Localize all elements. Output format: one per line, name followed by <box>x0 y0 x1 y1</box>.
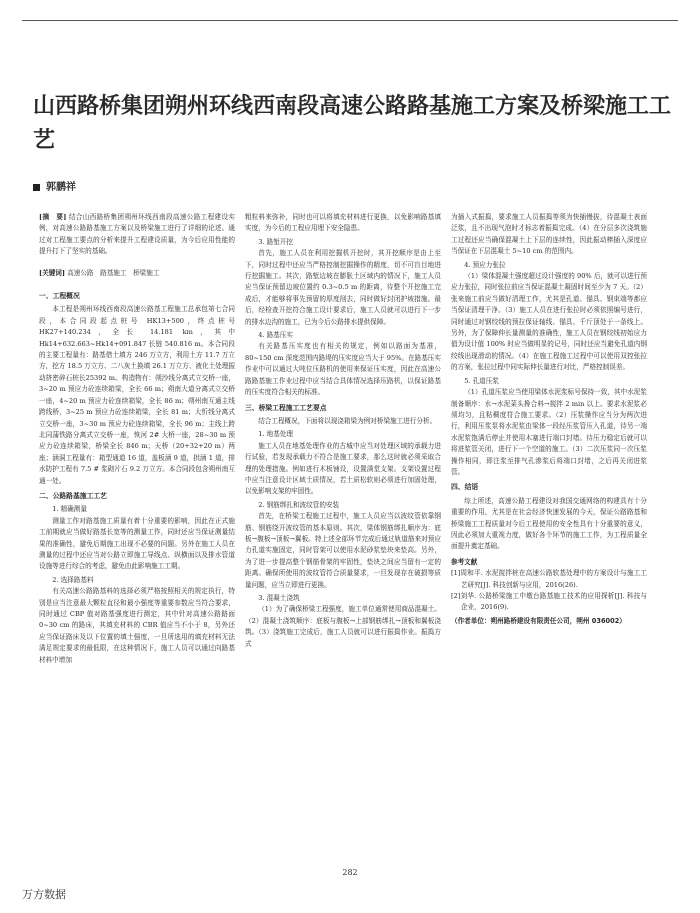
section-heading: 一、工程概况 <box>39 292 80 301</box>
paragraph: 测量工作对路基施工质量有着十分重要的影响，因此在正式施工前期就应当做好路基长宽等的测量工作，同时还应当保证测量结果的准确性，避免后期施工出现不必要的问题。另外在施工人员在测量的过程中还应当对公路立即施工导线点、纵横面以及排水管道设施等进行综合的考虑，避免由此影响施工工期。 <box>39 516 235 571</box>
author-name: 郭鹏祥 <box>46 182 76 193</box>
subsection-heading: 2. 钢筋绑扎和波纹管的安装 <box>258 500 340 509</box>
section-heading: 三、桥梁工程施工工艺要点 <box>245 403 327 412</box>
keywords-label: [关键词] <box>39 268 66 277</box>
subsection-heading: 3. 路堑开挖 <box>258 237 293 246</box>
keywords <box>39 268 235 279</box>
column-2-body <box>245 212 441 650</box>
reference-item: [1]周和平. 水泥搅拌桩在高速公路软基处理中的方案设计与施工工艺研究[J]. 科技创新与应用，2016(26). <box>451 569 647 589</box>
subsection-heading: 1. 地基处理 <box>258 430 293 439</box>
paragraph: 结合工程概况，下面将以现浇箱梁为例对桥梁施工进行分析。 <box>258 416 437 425</box>
references-heading: 参考文献 <box>451 557 478 566</box>
subsection-heading: 1. 精确测量 <box>52 505 87 514</box>
column-1 <box>39 212 235 666</box>
article-title: 山西路桥集团朔州环线西南段高速公路路基施工方案及桥梁施工工艺 <box>33 94 672 153</box>
paragraph: 首先，施工人员在利用挖掘机开挖时，其开挖顺序是由上至下，同时过程中还应当严格控制挖掘操作的精度，切不可盲目地进行挖掘施工。其次，路堑边坡在膨胀土区域内的情况下，施工人员应当保证预留边坡位置约 0.3~0.5 m 的距离，待整个开挖施工完成后，才能够将事先预留的厚度削去，同时做好封闭护坡措施。最后，经检查开挖符合施工设计要求后，施工人员就可以进行下一步的排水边沟的施工，已为今后公路排水提供保障。 <box>245 249 441 326</box>
subsection-heading: 3. 混凝土浇筑 <box>258 594 300 602</box>
paragraph: （1）孔道压浆应当使用梁体水泥浆标号保持一致，其中水泥浆制备顺序：水→水泥菜头搀合料→搅拌 2 min 以上。要求水泥浆必须均匀，且粘稠度符合施工要求。（2）压浆操作应当分为两次进行，利用压浆泵将水泥浆由梁体一段经压浆管压入孔道，待另一端水泥浆饱满后停止并使用木塞进行端口封堵。待压力稳定后就可以将进浆管关闭，进行下一个空道的施工。（3）二次压浆同一次压浆操作相同，即注浆至排气孔渗浆后将端口封堵，之后再关闭进浆管。 <box>451 388 647 476</box>
paragraph: 首先，在桥梁工程施工过程中，施工人员应当以波纹管依靠钢筋、钢筋绕开波纹管的基本原则。其次，梁体钢筋绑扎顺序为：底板→腹板→顶板→翼板。特上述全部环节完成后通过轨道筋来对预应力孔道实施固定，同时管架可以使用水泥砂浆垫块来垫高。另外，为了进一步提高整个钢筋骨架的牢固性，垫块之间应当留有一定的距离。确保所使用的波纹管符合质量要求，一旦发现存在破损等质量问题，应当立即进行更换。 <box>245 512 441 589</box>
square-bullet-icon <box>33 184 40 191</box>
paragraph: 施工人员在地基处理作业的古城中应当对处理区域的承载力进行试验，若发现承载力不符合是施工要求，那么这时就必须采取合理的处理措施。例如进行木板铺设，设置满堂支架。支架设置过程中应当注意设计区域土质情况，若土质松软则必须进行加固处理，以免影响支架的牢固性。 <box>245 441 441 496</box>
author-line <box>33 178 76 193</box>
header-rule <box>22 20 678 21</box>
paragraph: 有关路基压实度也有相关的规定，例如以路面为基准，80~150 cm 深度范围内路堤的压实度应当大于 95%。在路基压实作业中可以通过大吨位压路机的使用来保证压实度，因此在高速公路路基施工作业过程中应当结合具体情况选择压路机，以保证路基的压实度符合相关的标准。 <box>245 342 441 397</box>
abstract-text: 结合山西路桥集团朔州环线西南段高速公路工程建设实例，对高速公路路基施工方案以及桥梁施工进行了详细的论述。通过对工程施工要点的分析来提升工程建设质量，为今后应用性能的提升打下了坚实的基础。 <box>39 213 236 256</box>
subsection-heading: 2. 选择路基料 <box>52 575 94 584</box>
column-1-body <box>39 291 235 666</box>
subsection-heading: 4. 路基压实 <box>258 331 293 340</box>
paragraph: 本工程是朔州环线西南段高速公路基工程施工总承包第七合同段，本合同段起点桩号 HK13+500，终点桩号 HK27+140.234，全长 14.181 km，其中 Hk14+632.663~Hk14+091.847 长链 540.816 m。本合同段的主要工程量有：路基借土填方 246 万立方，利用土方 11.7 万立方，挖方 18.5 万立方、二八灰土换填 26.1 万立方、液化土处理振动挤密碎石桩长25392 m。构造物有：朔沙线分离式立交桥一座，3~20 m 预应力砼连续箱梁，全长 66 m；朔南大道分离式立交桥一座，4~20 m 预应力砼连续箱梁，全长 86 m；朔州南互通主线跨线桥，3~25 m 预应力砼连续箱梁，全长 81 m；大忻线分离式立交桥一座，3~30 m 预应力砼连续箱梁，全长 96 m；主线上跨北同蒲铁路分离式立交桥一座，恢河 2# 大桥一座，28~30 m 预应力砼连续箱梁，桥梁全长 846 m；天桥（20+32+20 m）两座；涵洞工程量有：箱型通道 16 道，盖板涵 9 道，拱涵 1 道，排水防护工程有 7.5 # 浆砌片石 9.2 万立方。本合同段包含朔州南互通一处。 <box>39 305 235 485</box>
paragraph: 有关高速公路路基料的选择必须严格按照相关的规定执行，特别是应当注意最大颗粒直径和最小强度等重要参数应当符合要求，同时通过 CBP 值对路基强度进行测定，其中针对高速公路路面 0~30 cm 的路床，其填充材料的 CBR 值应当不小于 8，另外还应当保证路床及以下位置的填土强度，一旦所选用的填充材料无法满足规定要求的最低限，在这种情况下，施工人员可以通过向路基材料中增加 <box>39 587 235 664</box>
paragraph-continued: 为插入式振捣，要求施工人员振捣等须为快插慢拔，待混凝土表面泛浆，且不出现气泡时才标志着振捣完成。（4）在分层多次浇筑施工过程还应当确保混凝土上下层的连续性，因此振动棒插入深度应当保证在下层混凝土 5~10 cm 的范围内。 <box>451 213 647 256</box>
column-2 <box>245 212 441 650</box>
abstract-label: [摘 要] <box>39 213 67 221</box>
author-affiliation: （作者单位：朔州路桥建设有限责任公司，朔州 036002） <box>451 616 626 625</box>
subsection-heading: 5. 孔道压浆 <box>464 376 499 385</box>
paragraph: （1）为了确保桥梁工程强度，施工单位通常使用商品混凝土。（2）混凝土浇筑顺序：底板与腹板→上部钢筋绑扎→顶板和翼板浇筑。（3）浇筑施工完成后，施工人员就可以进行振捣作业。振捣方式 <box>245 605 441 648</box>
subsection-heading: 4. 预应力张拉 <box>464 260 506 269</box>
column-3-body <box>451 212 647 627</box>
footer-logo: 万方数据 <box>22 888 66 901</box>
keywords-text: 高速公路 路基施工 桥梁施工 <box>67 268 160 277</box>
section-heading: 二、公路路基施工工艺 <box>39 491 107 500</box>
section-heading: 四、结语 <box>451 483 479 492</box>
paragraph: （1）梁体混凝土强度超过设计强度的 90% 后，就可以进行预应力张拉，同时张拉前应当保证混凝土凝固时间至少为 7 天。（2）张来施工前应当做好清理工作，尤其是孔道、锚具、钢束端等都应当保证清理干净。（3）施工人员在进行张拉时必须依照编号进行，同时通过对钢绞线的预拉保证轴线、锚具、千斤顶处于一条线上。另外，为了保障伸长量测量的准确性，施工人员在钢绞线初始应力值为设计值 100% 时应当做明显的记号，同时还应当避免孔道内钢绞线出现滑动的情况。（4）在施工程施工过程中可以使用双控张拉的方案，张拉过程中同实际伸长量进行对比，严格控制误差。 <box>451 272 647 372</box>
reference-item: [2]刘华. 公路桥梁施工中墩台路基施工技术的应用探析[J]. 科技与企业，2016(9). <box>451 592 647 612</box>
paragraph-continued: 粗粒料来弥补，同时也可以将填充材料进行更换，以免影响路基填实度，为今后的工程应用埋下安全隐患。 <box>245 213 441 233</box>
paragraph: 综上所述，高速公路工程建设对我国交通网络的构建具有十分重要的作用，尤其是在社会经济快速发展的今天，保证公路路基和桥梁施工工程质量对今后工程使用的安全性具有十分重要的意义，因此必须加大重视力度，做好各个环节的施工工作，为工程质量全面提升奠定基础。 <box>451 496 647 551</box>
abstract <box>39 212 235 258</box>
page-number: 282 <box>342 868 358 877</box>
column-3 <box>451 212 647 627</box>
